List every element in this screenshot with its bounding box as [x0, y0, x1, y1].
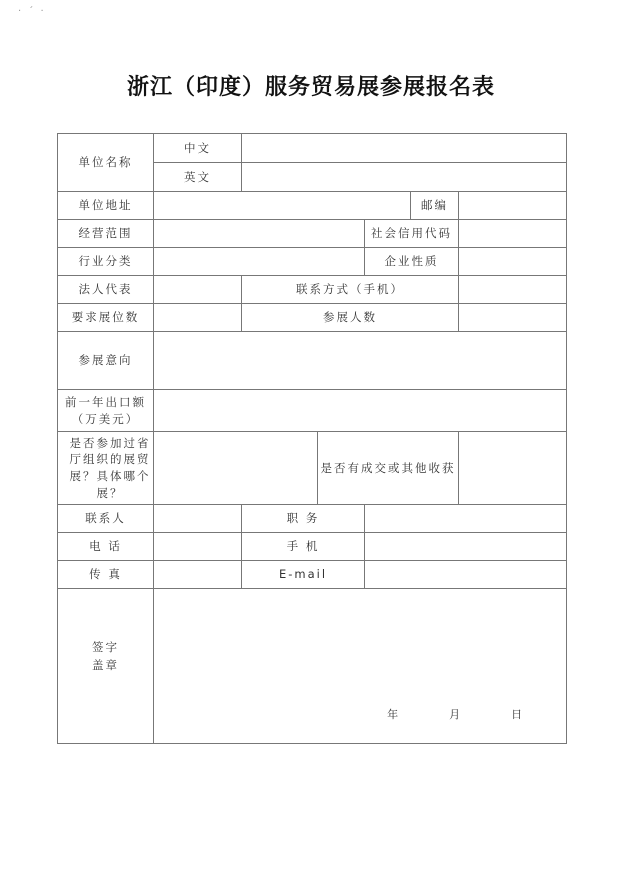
sign-stamp-label [58, 589, 154, 744]
intent-field[interactable] [154, 332, 567, 390]
intent-label: 参展意向 [58, 332, 154, 390]
contact-person-field[interactable] [154, 505, 242, 533]
english-label: 英文 [154, 163, 242, 192]
export-amount-label [58, 390, 154, 432]
position-field[interactable] [365, 505, 567, 533]
legal-rep-field[interactable] [154, 276, 242, 304]
position-label: 职 务 [242, 505, 365, 533]
deal-gain-label: 是否有成交或其他收获 [318, 432, 459, 505]
contact-person-label: 联系人 [58, 505, 154, 533]
export-amount-label-line1: 前一年出口额 [65, 394, 146, 409]
unit-name-label: 单位名称 [58, 134, 154, 192]
legal-rep-label: 法人代表 [58, 276, 154, 304]
sign-label-line1: 签字 [92, 639, 119, 654]
day-label: 日 [511, 708, 523, 722]
enterprise-nature-field[interactable] [459, 248, 567, 276]
attendees-label: 参展人数 [242, 304, 459, 332]
address-field[interactable] [154, 192, 411, 220]
sign-stamp-field[interactable] [154, 589, 567, 744]
unit-name-english-field[interactable] [242, 163, 567, 192]
postcode-field[interactable] [459, 192, 567, 220]
email-label: E-mail [242, 561, 365, 589]
contact-method-field[interactable] [459, 276, 567, 304]
email-field[interactable] [365, 561, 567, 589]
chinese-label: 中文 [154, 134, 242, 163]
month-label: 月 [449, 708, 461, 722]
unit-name-chinese-field[interactable] [242, 134, 567, 163]
industry-label: 行业分类 [58, 248, 154, 276]
prev-exhibit-label: 是否参加过省厅组织的展贸展？具体哪个展？ [58, 432, 154, 505]
date-line [387, 707, 522, 723]
year-label: 年 [387, 708, 399, 722]
phone-field[interactable] [154, 533, 242, 561]
attendees-field[interactable] [459, 304, 567, 332]
credit-code-field[interactable] [459, 220, 567, 248]
page-title: 浙江（印度）服务贸易展参展报名表 [126, 75, 495, 100]
sign-label-line2: 盖章 [92, 658, 119, 672]
deal-gain-field[interactable] [459, 432, 567, 505]
booths-required-label: 要求展位数 [58, 304, 154, 332]
booths-required-field[interactable] [154, 304, 242, 332]
mobile-field[interactable] [365, 533, 567, 561]
enterprise-nature-label: 企业性质 [365, 248, 459, 276]
export-amount-label-line2: （万美元） [71, 411, 140, 426]
postcode-label: 邮编 [411, 192, 459, 220]
fax-label: 传 真 [58, 561, 154, 589]
credit-code-label: 社会信用代码 [365, 220, 459, 248]
page-corner-mark: · ´ · [18, 6, 46, 17]
prev-exhibit-field[interactable] [154, 432, 318, 505]
fax-field[interactable] [154, 561, 242, 589]
contact-method-label: 联系方式（手机） [242, 276, 459, 304]
business-scope-field[interactable] [154, 220, 365, 248]
mobile-label: 手 机 [242, 533, 365, 561]
registration-form-table [57, 133, 567, 744]
business-scope-label: 经营范围 [58, 220, 154, 248]
address-label: 单位地址 [58, 192, 154, 220]
export-amount-field[interactable] [154, 390, 567, 432]
industry-field[interactable] [154, 248, 365, 276]
phone-label: 电 话 [58, 533, 154, 561]
